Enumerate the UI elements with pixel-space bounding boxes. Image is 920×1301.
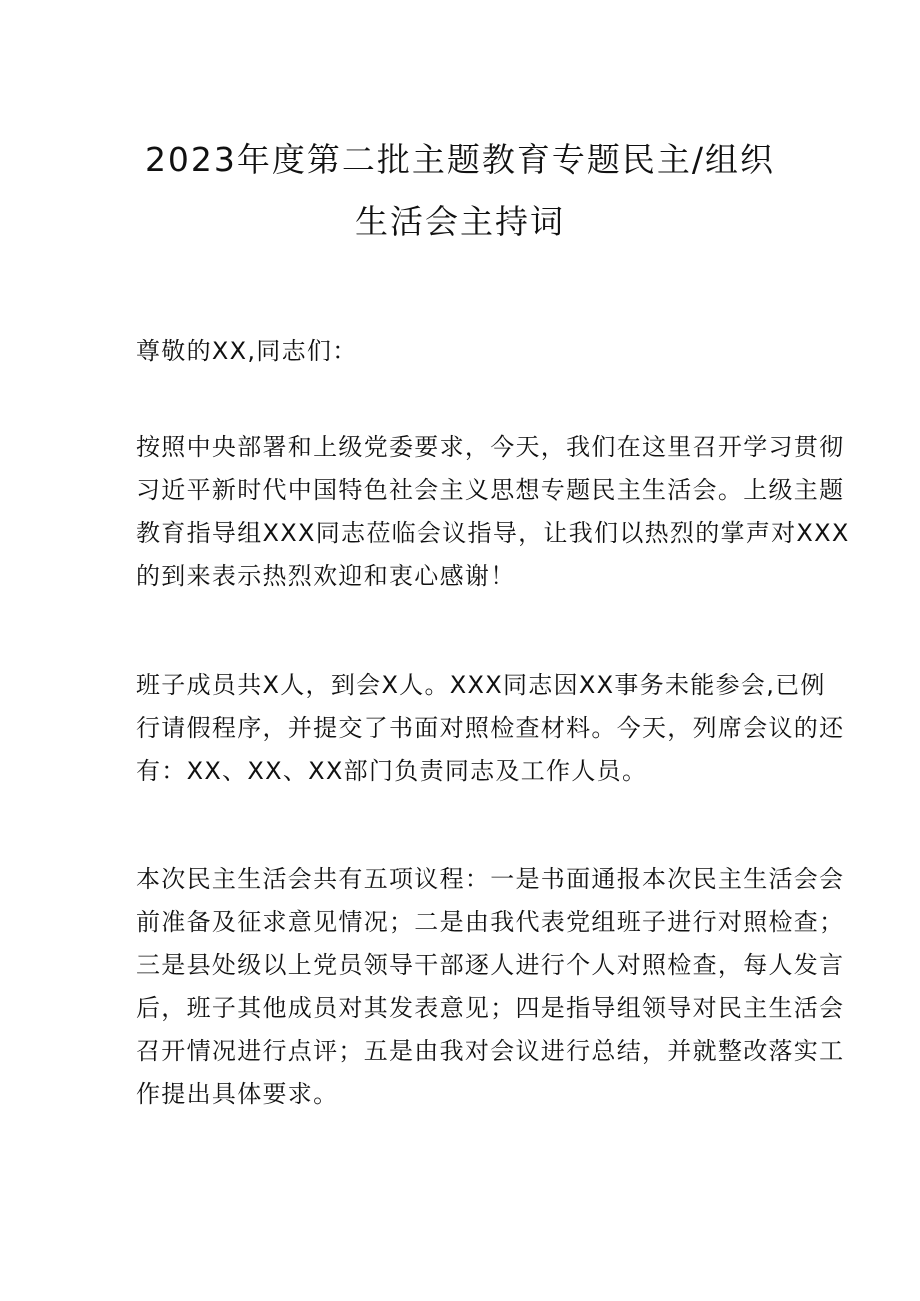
document-title-line-1: 2023年度第二批主题教育专题民主/组织 [144,140,776,179]
paragraph-line: 作提出具体要求。 [136,1080,339,1108]
salutation: 尊敬的XX,同志们： [136,337,358,365]
paragraph-line: 行请假程序，并提交了书面对照检查材料。今天，列席会议的还 [136,714,845,742]
paragraph-line: 的到来表示热烈欢迎和衷心感谢！ [136,562,516,590]
paragraph-line: 三是县处级以上党员领导干部逐人进行个人对照检查，每人发言 [136,951,845,979]
paragraph-3 [136,858,845,1116]
paragraph-1 [136,426,850,598]
paragraph-line: 教育指导组XXX同志莅临会议指导，让我们以热烈的掌声对XXX [136,519,850,547]
paragraph-line: 后，班子其他成员对其发表意见；四是指导组领导对民主生活会 [136,994,845,1022]
paragraph-line: 按照中央部署和上级党委要求，今天，我们在这里召开学习贯彻 [136,433,845,461]
paragraph-2 [136,664,845,793]
paragraph-line: 本次民主生活会共有五项议程：一是书面通报本次民主生活会会 [136,865,845,893]
document-title-line-2: 生活会主持词 [355,202,565,241]
paragraph-line: 习近平新时代中国特色社会主义思想专题民主生活会。上级主题 [136,476,845,504]
paragraph-line: 班子成员共X人，到会X人。XXX同志因XX事务未能参会,已例 [136,671,826,699]
paragraph-line: 前准备及征求意见情况；二是由我代表党组班子进行对照检查； [136,908,845,936]
paragraph-line: 有：XX、XX、XX部门负责同志及工作人员。 [136,757,648,785]
paragraph-line: 召开情况进行点评；五是由我对会议进行总结，并就整改落实工 [136,1037,845,1065]
